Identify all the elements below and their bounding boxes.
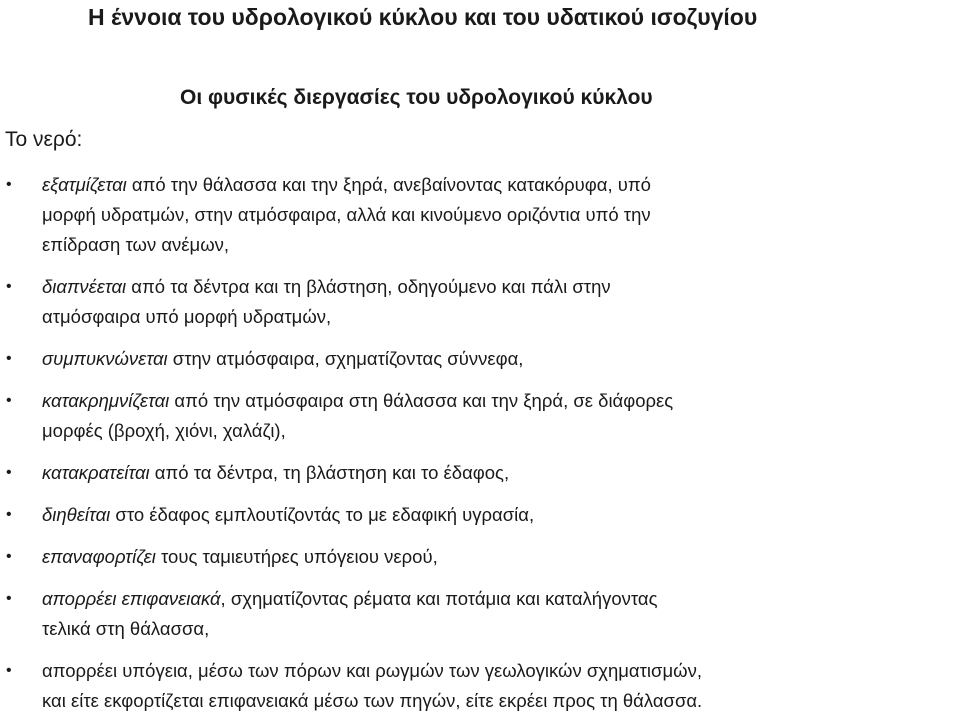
list-item-line [42, 302, 954, 332]
process-list [0, 170, 960, 728]
list-item [0, 584, 960, 644]
process-description: , σχηματίζοντας ρέματα και ποτάμια και καταλήγοντας [220, 588, 658, 609]
bullet-icon: • [6, 392, 12, 409]
list-item-line [42, 386, 954, 416]
list-item [0, 386, 960, 446]
list-item-line [42, 542, 954, 572]
process-verb: διαπνέεται [42, 276, 127, 297]
bullet-icon: • [6, 506, 12, 523]
bullet-icon: • [6, 548, 12, 565]
list-item-line [42, 686, 954, 716]
process-description: στην ατμόσφαιρα, σχηματίζοντας σύννεφα, [167, 348, 524, 369]
list-item-text [42, 272, 954, 332]
lead-text: Το νερό: [5, 128, 83, 151]
process-verb: κατακρημνίζεται [42, 390, 170, 411]
list-item [0, 458, 960, 488]
process-description: από τα δέντρα, τη βλάστηση και το έδαφος, [149, 462, 510, 483]
bullet-icon: • [6, 350, 12, 367]
process-description: ατμόσφαιρα υπό μορφή υδρατμών, [42, 306, 332, 327]
list-item [0, 500, 960, 530]
list-item [0, 272, 960, 332]
process-verb: διηθείται [42, 504, 111, 525]
process-description: τελικά στη θάλασσα, [42, 618, 210, 639]
page-title: Η έννοια του υδρολογικού κύκλου και του υδατικού ισοζυγίου [88, 4, 758, 30]
list-item [0, 656, 960, 716]
list-item-text [42, 170, 954, 260]
list-item-text [42, 656, 954, 716]
process-description: μορφές (βροχή, χιόνι, χαλάζι), [42, 420, 286, 441]
list-item-line [42, 344, 954, 374]
process-verb: απορρέει επιφανειακά [42, 588, 221, 609]
list-item-text [42, 500, 954, 530]
list-item [0, 542, 960, 572]
process-description: απορρέει υπόγεια, μέσω των πόρων και ρωγμών των γεωλογικών σχηματισμών, [42, 660, 702, 681]
process-description: από την θάλασσα και την ξηρά, ανεβαίνοντας κατακόρυφα, υπό [126, 174, 651, 195]
process-verb: συμπυκνώνεται [42, 348, 168, 369]
list-item-line [42, 614, 954, 644]
list-item-text [42, 344, 954, 374]
list-item-line [42, 272, 954, 302]
list-item-text [42, 542, 954, 572]
process-description: επίδραση των ανέμων, [42, 234, 230, 255]
list-item [0, 170, 960, 260]
process-description: στο έδαφος εμπλουτίζοντάς το με εδαφική υγρασία, [110, 504, 535, 525]
list-item [0, 344, 960, 374]
bullet-icon: • [6, 278, 12, 295]
list-item-text [42, 386, 954, 446]
list-item-line [42, 500, 954, 530]
list-item-line [42, 656, 954, 686]
list-item-line [42, 170, 954, 200]
list-item-line [42, 416, 954, 446]
list-item-line [42, 230, 954, 260]
bullet-icon: • [6, 464, 12, 481]
process-description: μορφή υδρατμών, στην ατμόσφαιρα, αλλά και κινούμενο οριζόντια υπό την [42, 204, 651, 225]
list-item-line [42, 584, 954, 614]
bullet-icon: • [6, 662, 12, 679]
list-item-text [42, 458, 954, 488]
process-verb: κατακρατείται [42, 462, 150, 483]
process-description: από τα δέντρα και τη βλάστηση, οδηγούμενο και πάλι στην [126, 276, 611, 297]
list-item-line [42, 200, 954, 230]
bullet-icon: • [6, 590, 12, 607]
list-item-line [42, 458, 954, 488]
bullet-icon: • [6, 176, 12, 193]
list-item-text [42, 584, 954, 644]
process-description: τους ταμιευτήρες υπόγειου νερού, [155, 546, 438, 567]
process-description: από την ατμόσφαιρα στη θάλασσα και την ξηρά, σε διάφορες [169, 390, 674, 411]
section-subtitle: Οι φυσικές διεργασίες του υδρολογικού κύκλου [180, 86, 653, 109]
process-verb: εξατμίζεται [42, 174, 127, 195]
process-description: και είτε εκφορτίζεται επιφανειακά μέσω των πηγών, είτε εκρέει προς τη θάλασσα. [42, 690, 703, 711]
process-verb: επαναφορτίζει [42, 546, 156, 567]
